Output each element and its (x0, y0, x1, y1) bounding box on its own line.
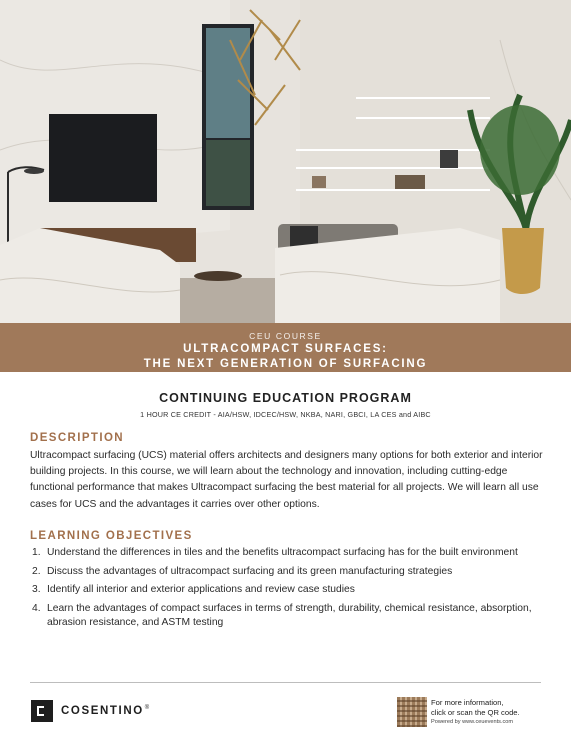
credit-line: 1 HOUR CE CREDIT - AIA/HSW, IDCEC/HSW, NKBA, NARI, GBCI, LA CES and AIBC (140, 410, 431, 419)
footer-divider (30, 682, 541, 683)
objective-item (30, 565, 545, 580)
program-header (0, 391, 571, 419)
qr-info[interactable] (431, 698, 520, 728)
powered-by: Powered by www.ceuevents.com (431, 719, 514, 725)
objective-item (30, 546, 545, 561)
objectives-list (30, 546, 545, 635)
description-body: Ultracompact surfacing (UCS) material offers architects and designers many options for both exterior and interior building projects. In this course, we will learn about the technology and innovation, including cutting-edge functional performance that makes Ultracompact surfacing the best material for all projects. We will learn all use cases for UCS and the advantages it carries over other options. (30, 450, 543, 510)
description-heading: DESCRIPTION (30, 432, 124, 444)
objective-text: Identify all interior and exterior applications and review case studies (47, 584, 355, 595)
objective-item (30, 602, 545, 631)
objectives-heading: LEARNING OBJECTIVES (30, 530, 193, 542)
qr-code-icon[interactable] (397, 697, 427, 727)
course-kicker: CEU COURSE (249, 331, 322, 341)
objective-text: Understand the differences in tiles and the benefits ultracompact surfacing has for the built environment (47, 547, 518, 558)
objective-number: 3. (32, 584, 41, 595)
cosentino-logo (31, 699, 149, 723)
course-banner (0, 323, 571, 372)
objective-number: 4. (32, 602, 41, 614)
objective-number: 2. (32, 565, 41, 577)
objective-text: Learn the advantages of compact surfaces in terms of strength, durability, chemical resistance, absorption, abrasion resistance, and ASTM testing (47, 602, 532, 628)
qr-line-2: click or scan the QR code. (431, 707, 520, 717)
qr-line-1: For more information, (431, 698, 504, 707)
cosentino-logo-icon (31, 700, 53, 722)
program-heading: CONTINUING EDUCATION PROGRAM (159, 391, 412, 405)
objective-number: 1. (32, 547, 41, 558)
objective-item (30, 583, 545, 598)
course-title-line-2: THE NEXT GENERATION OF SURFACING (143, 358, 428, 370)
objective-text: Discuss the advantages of ultracompact surfacing and its green manufacturing strategies (47, 565, 453, 577)
course-title-line-1: ULTRACOMPACT SURFACES: (183, 343, 388, 355)
brand-name: COSENTINO (61, 705, 144, 717)
registered-mark: ® (144, 705, 150, 711)
